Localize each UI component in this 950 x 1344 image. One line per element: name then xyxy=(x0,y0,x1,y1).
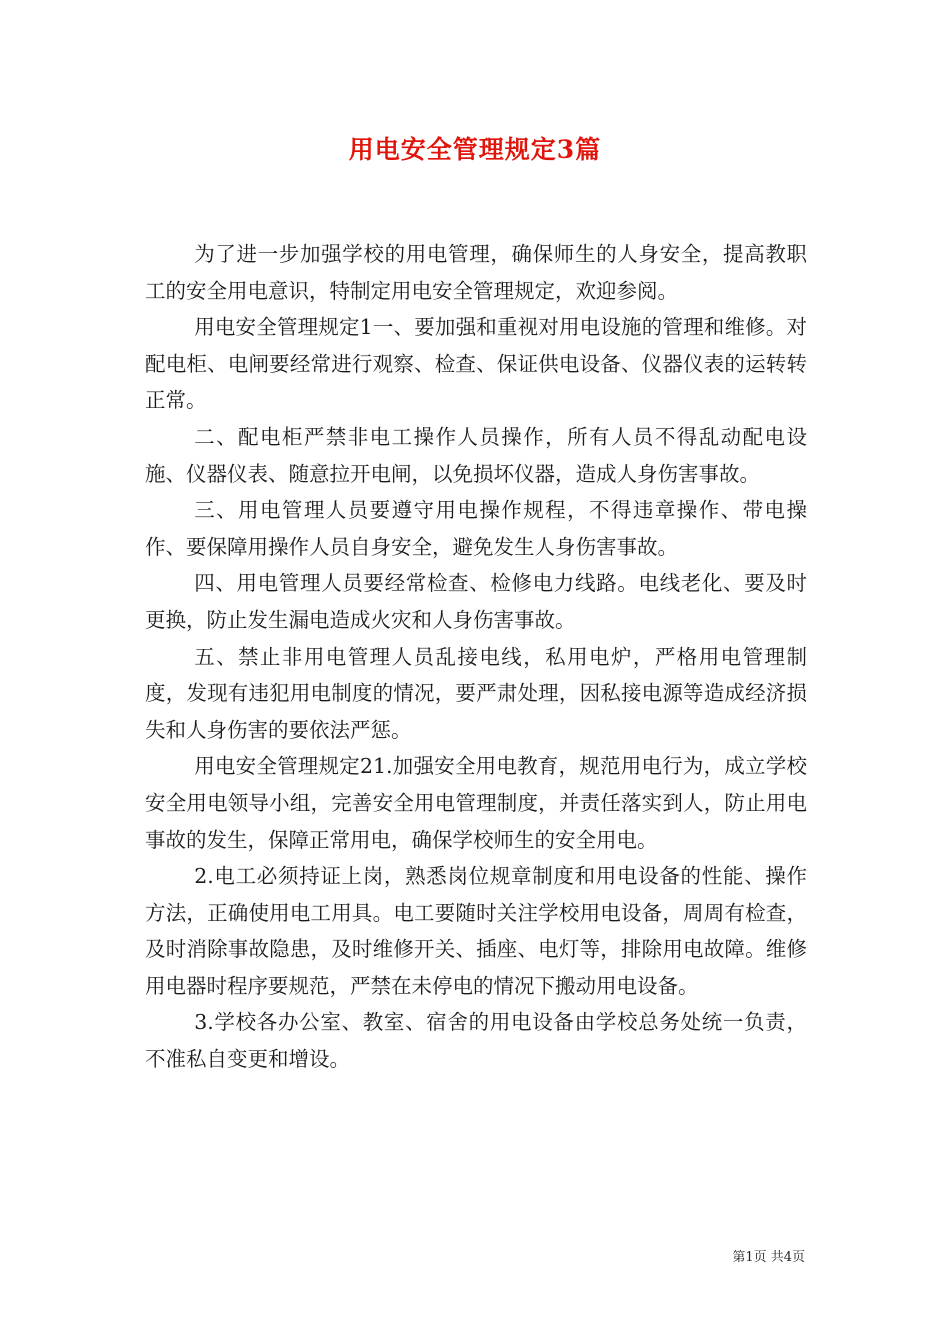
document-title: 用电安全管理规定3篇 xyxy=(348,135,602,164)
document-body xyxy=(145,236,807,1078)
paragraph-rule-2-item-3: 3.学校各办公室、教室、宿舍的用电设备由学校总务处统一负责，不准私自变更和增设。 xyxy=(145,1010,807,1072)
paragraph-rule-1-item-4: 四、用电管理人员要经常检查、检修电力线路。电线老化、要及时更换，防止发生漏电造成火灾和人身伤害事故。 xyxy=(145,571,807,632)
page-number: 第1页 共4页 xyxy=(732,1250,805,1265)
paragraph-rule-1-item-1: 用电安全管理规定1一、要加强和重视对用电设施的管理和维修。对配电柜、电闸要经常进行观察、检查、保证供电设备、仪器仪表的运转转正常。 xyxy=(145,315,807,413)
paragraph-intro: 为了进一步加强学校的用电管理，确保师生的人身安全，提高教职工的安全用电意识，特制定用电安全管理规定，欢迎参阅。 xyxy=(145,242,807,303)
paragraph-rule-2-item-2: 2.电工必须持证上岗，熟悉岗位规章制度和用电设备的性能、操作方法，正确使用电工用具。电工要随时关注学校用电设备，周周有检查，及时消除事故隐患，及时维修开关、插座、电灯等，排除用电故障。维修用电器时程序要规范，严禁在未停电的情况下搬动用电设备。 xyxy=(145,864,807,998)
paragraph-rule-2-item-1: 用电安全管理规定21.加强安全用电教育，规范用电行为，成立学校安全用电领导小组，完善安全用电管理制度，并责任落实到人，防止用电事故的发生，保障正常用电，确保学校师生的安全用电。 xyxy=(145,754,807,852)
paragraph-rule-1-item-2: 二、配电柜严禁非电工操作人员操作，所有人员不得乱动配电设施、仪器仪表、随意拉开电闸，以免损坏仪器，造成人身伤害事故。 xyxy=(145,424,807,486)
paragraph-rule-1-item-5: 五、禁止非用电管理人员乱接电线，私用电炉，严格用电管理制度，发现有违犯用电制度的情况，要严肃处理，因私接电源等造成经济损失和人身伤害的要依法严惩。 xyxy=(145,644,807,742)
paragraph-rule-1-item-3: 三、用电管理人员要遵守用电操作规程，不得违章操作、带电操作、要保障用操作人员自身安全，避免发生人身伤害事故。 xyxy=(145,498,807,559)
